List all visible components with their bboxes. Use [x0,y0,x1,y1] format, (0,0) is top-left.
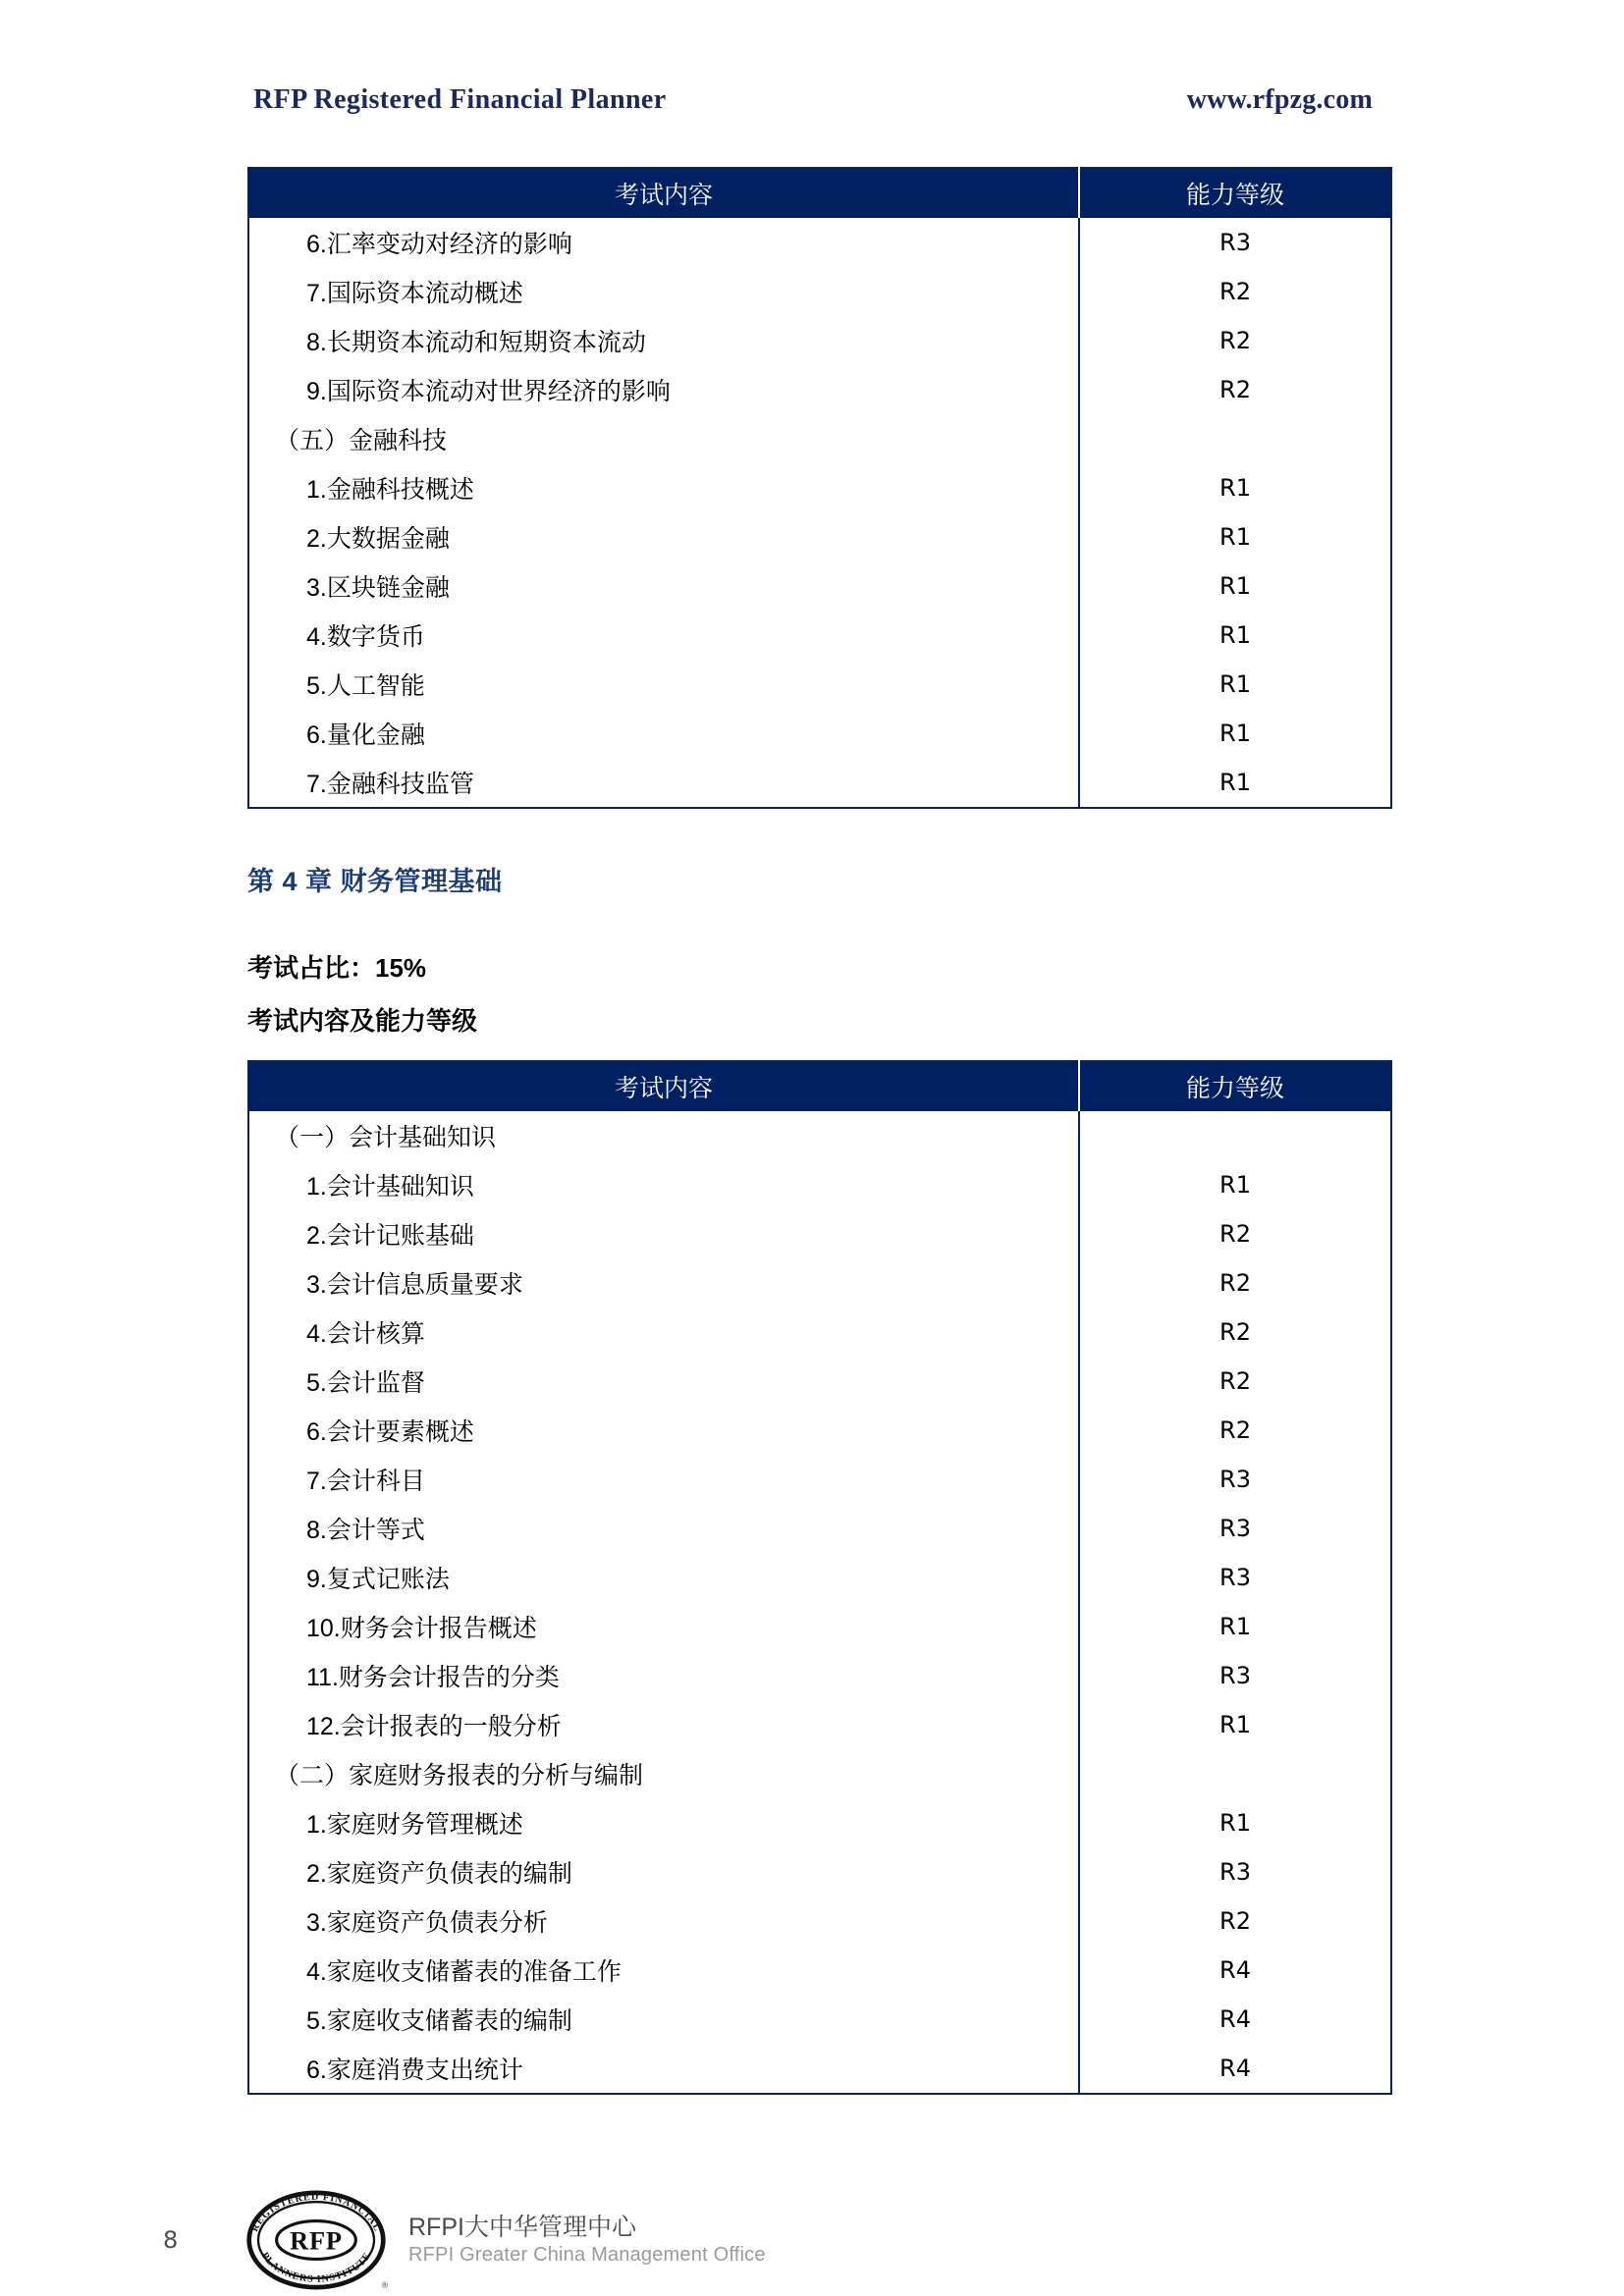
exam-content-table-bottom [247,1060,1392,2095]
exam-topic-label: 8.长期资本流动和短期资本流动 [306,329,646,356]
exam-topic-cell [248,758,1079,808]
exam-topic-label: 5.家庭收支储蓄表的编制 [306,2007,572,2035]
exam-topic-cell [248,660,1079,709]
table-row [248,1651,1391,1700]
exam-topic-label: 3.会计信息质量要求 [306,1271,523,1299]
exam-topic-label: 4.会计核算 [306,1320,425,1348]
exam-topic-label: （一）会计基础知识 [275,1124,497,1151]
svg-text:REGISTERED FINANCIAL: REGISTERED FINANCIAL [249,2191,383,2234]
page-footer [157,2189,766,2291]
exam-topic-label: 4.数字货币 [306,623,425,651]
exam-topic-label: 7.国际资本流动概述 [306,280,523,307]
competency-grade-cell: R1 [1079,758,1391,808]
table-row [248,1455,1391,1504]
exam-topic-cell [248,2044,1079,2094]
exam-topic-cell [248,1455,1079,1504]
exam-topic-cell [248,365,1079,414]
page-header [253,84,1373,116]
exam-topic-cell [248,414,1079,463]
exam-topic-label: 12.会计报表的一般分析 [306,1713,562,1740]
exam-topic-label: 5.人工智能 [306,672,425,700]
competency-grade-cell: R1 [1079,611,1391,660]
competency-grade-cell: R4 [1079,2044,1391,2094]
competency-grade-cell: R1 [1079,709,1391,758]
exam-topic-cell [248,1946,1079,1995]
competency-grade-cell: R2 [1079,1357,1391,1406]
exam-topic-cell [248,1995,1079,2044]
table-row [248,709,1391,758]
competency-grade-cell: R2 [1079,1209,1391,1258]
exam-topic-label: 4.家庭收支储蓄表的准备工作 [306,1958,622,1986]
exam-topic-cell [248,1357,1079,1406]
svg-text:PLANNERS INSTITUTE: PLANNERS INSTITUTE [258,2250,374,2285]
table-row [248,1553,1391,1602]
exam-topic-label: 9.复式记账法 [306,1566,450,1593]
exam-topic-label: 2.大数据金融 [306,525,450,553]
exam-topic-cell [248,1111,1079,1160]
exam-topic-label: 8.会计等式 [306,1517,425,1544]
table-row [248,1209,1391,1258]
competency-grade-cell: R1 [1079,1160,1391,1209]
column-header-content: 考试内容 [248,1061,1079,1111]
table-row [248,414,1391,463]
table-row [248,218,1391,267]
competency-grade-cell: R3 [1079,1651,1391,1700]
exam-topic-cell [248,316,1079,365]
table-row [248,611,1391,660]
table-row [248,365,1391,414]
exam-topic-cell [248,611,1079,660]
exam-topic-label: 6.汇率变动对经济的影响 [306,231,572,258]
competency-grade-cell: R1 [1079,561,1391,611]
table-row [248,1995,1391,2044]
exam-topic-cell [248,1896,1079,1946]
exam-topic-cell [248,1553,1079,1602]
competency-grade-cell [1079,414,1391,463]
table-row [248,1308,1391,1357]
competency-grade-cell: R1 [1079,512,1391,561]
table-row [248,1160,1391,1209]
table-row [248,2044,1391,2094]
exam-topic-label: 7.金融科技监管 [306,771,474,798]
exam-topic-label: 9.国际资本流动对世界经济的影响 [306,378,671,405]
competency-grade-cell: R1 [1079,660,1391,709]
table-row [248,1258,1391,1308]
header-website: www.rfpzg.com [1186,84,1373,115]
table-row [248,1504,1391,1553]
table-row [248,1847,1391,1896]
table-header-row [248,1061,1391,1111]
exam-topic-label: 1.会计基础知识 [306,1173,474,1201]
competency-grade-cell: R4 [1079,1946,1391,1995]
table-row [248,1111,1391,1160]
header-title: RFP Registered Financial Planner [253,84,667,115]
table-row [248,316,1391,365]
exam-topic-cell [248,1798,1079,1847]
table-row [248,1357,1391,1406]
exam-topic-cell [248,709,1079,758]
exam-topic-cell [248,1406,1079,1455]
competency-grade-cell: R3 [1079,1553,1391,1602]
exam-topic-label: 1.金融科技概述 [306,476,474,504]
competency-grade-cell [1079,1749,1391,1798]
exam-topic-label: 5.会计监督 [306,1369,425,1397]
competency-grade-cell: R1 [1079,1798,1391,1847]
exam-topic-cell [248,1258,1079,1308]
footer-org-en: RFPI Greater China Management Office [408,2244,766,2267]
table-row [248,1700,1391,1749]
exam-topic-label: 3.家庭资产负债表分析 [306,1909,548,1937]
exam-topic-cell [248,1602,1079,1651]
competency-grade-cell: R2 [1079,1406,1391,1455]
exam-topic-label: 6.量化金融 [306,721,425,749]
exam-topic-cell [248,1749,1079,1798]
table-row [248,267,1391,316]
table-header-row [248,168,1391,218]
column-header-content: 考试内容 [248,168,1079,218]
exam-topic-cell [248,1308,1079,1357]
chapter-title: 第 4 章 财务管理基础 [247,867,503,896]
competency-grade-cell: R2 [1079,316,1391,365]
competency-grade-cell: R2 [1079,1896,1391,1946]
exam-topic-label: 11.财务会计报告的分类 [306,1664,560,1691]
competency-grade-cell [1079,1111,1391,1160]
competency-grade-cell: R2 [1079,365,1391,414]
competency-grade-cell: R3 [1079,1847,1391,1896]
table-row [248,758,1391,808]
exam-topic-cell [248,1847,1079,1896]
exam-topic-label: （五）金融科技 [275,427,448,454]
exam-topic-cell [248,1160,1079,1209]
competency-grade-cell: R1 [1079,1700,1391,1749]
exam-topic-label: 1.家庭财务管理概述 [306,1811,523,1839]
exam-topic-label: 7.会计科目 [306,1468,425,1495]
exam-topic-cell [248,218,1079,267]
table-row [248,561,1391,611]
exam-topic-label: 6.会计要素概述 [306,1418,474,1446]
competency-grade-cell: R2 [1079,1308,1391,1357]
competency-grade-cell: R2 [1079,1258,1391,1308]
table-row [248,463,1391,512]
competency-grade-cell: R1 [1079,463,1391,512]
exam-topic-cell [248,1700,1079,1749]
exam-weight-label: 考试占比：15% [247,953,427,983]
exam-topic-label: 2.家庭资产负债表的编制 [306,1860,572,1888]
exam-topic-cell [248,1209,1079,1258]
exam-topic-label: 10.财务会计报告概述 [306,1615,537,1642]
competency-grade-cell: R2 [1079,267,1391,316]
exam-content-subheading: 考试内容及能力等级 [247,1006,478,1036]
table-row [248,1406,1391,1455]
table-row [248,1896,1391,1946]
competency-grade-cell: R3 [1079,1504,1391,1553]
svg-text:RFP: RFP [290,2225,343,2256]
column-header-grade: 能力等级 [1079,168,1391,218]
table-row [248,1602,1391,1651]
footer-org-cn: RFPI大中华管理中心 [408,2213,636,2241]
table-row [248,512,1391,561]
table-row [248,1946,1391,1995]
exam-topic-cell [248,267,1079,316]
svg-text:®: ® [380,2280,390,2291]
exam-topic-label: 6.家庭消费支出统计 [306,2056,523,2084]
competency-grade-cell: R3 [1079,1455,1391,1504]
table-row [248,1749,1391,1798]
exam-content-table-top [247,167,1392,809]
exam-topic-label: （二）家庭财务报表的分析与编制 [275,1762,644,1789]
exam-topic-cell [248,561,1079,611]
competency-grade-cell: R4 [1079,1995,1391,2044]
exam-topic-cell [248,463,1079,512]
footer-org-block [408,2213,766,2268]
rfp-logo-icon [240,2189,393,2291]
exam-topic-cell [248,1504,1079,1553]
table-row [248,660,1391,709]
column-header-grade: 能力等级 [1079,1061,1391,1111]
page-number: 8 [163,2226,179,2254]
exam-topic-label: 2.会计记账基础 [306,1222,474,1250]
competency-grade-cell: R1 [1079,1602,1391,1651]
exam-topic-cell [248,1651,1079,1700]
exam-topic-cell [248,512,1079,561]
competency-grade-cell: R3 [1079,218,1391,267]
table-row [248,1798,1391,1847]
exam-topic-label: 3.区块链金融 [306,574,450,602]
